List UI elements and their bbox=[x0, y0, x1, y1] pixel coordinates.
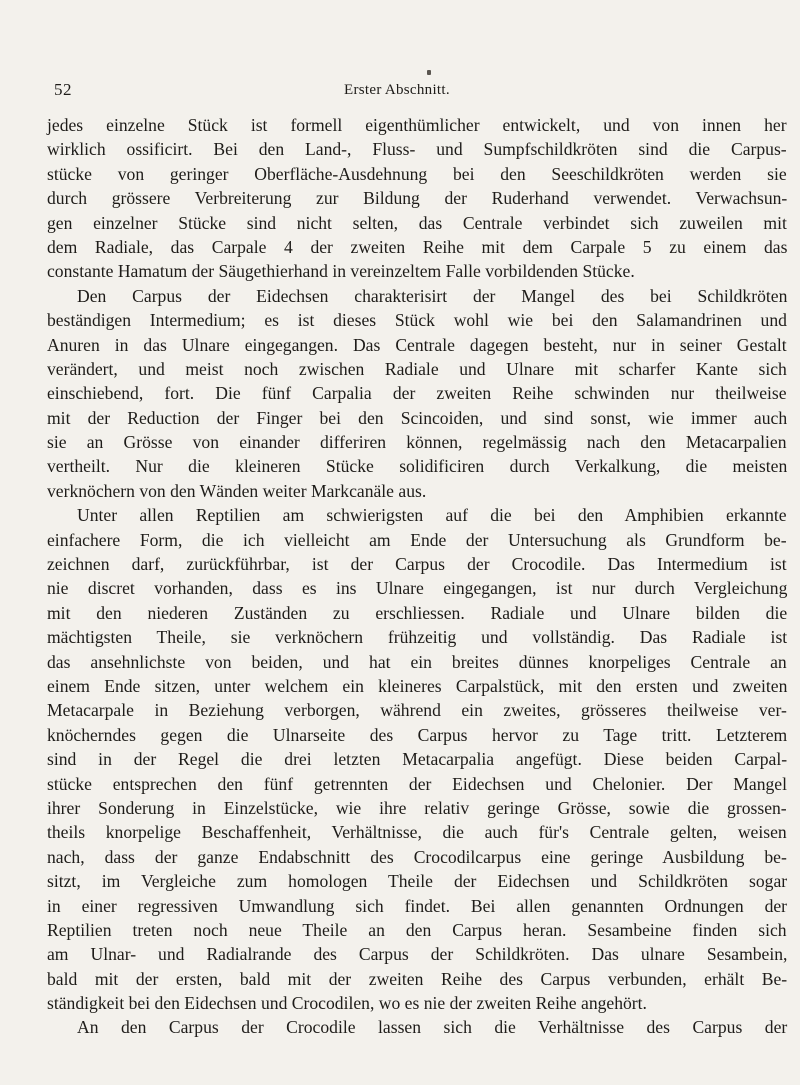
text-line: ihrer Sonderung in Einzelstücke, wie ihre relativ geringe Grösse, sowie die grossen- bbox=[47, 797, 787, 818]
text-line: Reptilien treten noch neue Theile an den Carpus heran. Sesambeine finden sich bbox=[47, 919, 787, 940]
text-line: in einer regressiven Umwandlung sich findet. Bei allen genannten Ordnungen der bbox=[47, 895, 788, 916]
text-line: zeichnen darf, zurückführbar, ist der Carpus der Crocodile. Das Intermedium ist bbox=[47, 554, 787, 575]
text-line: nie discret vorhanden, dass es ins Ulnare eingegangen, ist nur durch Vergleichung bbox=[47, 578, 788, 599]
text-line: An den Carpus der Crocodile lassen sich die Verhältnisse des Carpus der bbox=[77, 1017, 788, 1038]
text-line: constante Hamatum der Säugethierhand in vereinzeltem Falle vorbildenden Stücke. bbox=[47, 261, 635, 282]
text-line: durch grössere Verbreiterung zur Bildung der Ruderhand verwendet. Verwachsun- bbox=[47, 188, 788, 209]
text-line: sind in der Regel die drei letzten Metacarpalia angefügt. Diese beiden Carpal- bbox=[47, 749, 788, 770]
text-line: mächtigsten Theile, sie verknöchern frühzeitig und vollständig. Das Radiale ist bbox=[47, 627, 788, 648]
text-line: sie an Grösse von einander differiren können, regelmässig nach den Metacarpalien bbox=[47, 432, 787, 453]
text-line: dem Radiale, das Carpale 4 der zweiten Reihe mit dem Carpale 5 zu einem das bbox=[47, 236, 788, 257]
text-line: stücke von geringer Oberfläche-Ausdehnung bei den Seeschildkröten werden sie bbox=[47, 163, 787, 184]
text-line: gen einzelner Stücke sind nicht selten, das Centrale verbindet sich zuweilen mit bbox=[47, 212, 787, 233]
page-header bbox=[44, 80, 760, 108]
body-text bbox=[47, 113, 787, 1040]
print-mark bbox=[427, 70, 431, 75]
text-line: knöcherndes gegen die Ulnarseite des Carpus hervor zu Tage tritt. Letzterem bbox=[47, 724, 788, 745]
text-line: wirklich ossificirt. Bei den Land-, Fluss- und Sumpfschildkröten sind die Carpus- bbox=[47, 139, 787, 160]
text-line: verknöchern von den Wänden weiter Markcanäle aus. bbox=[47, 480, 427, 501]
text-line: verändert, und meist noch zwischen Radiale und Ulnare mit scharfer Kante sich bbox=[47, 358, 787, 379]
text-line: bald mit der ersten, bald mit der zweiten Reihe des Carpus verbunden, erhält Be- bbox=[47, 968, 788, 989]
text-line: vertheilt. Nur die kleineren Stücke solidificiren durch Verkalkung, die meisten bbox=[47, 456, 788, 477]
text-line: am Ulnar- und Radialrande des Carpus der Schildkröten. Das ulnare Sesambein, bbox=[47, 944, 788, 965]
text-line: das ansehnlichste von beiden, und hat ein breites dünnes knorpeliges Centrale an bbox=[47, 651, 787, 672]
text-line: nach, dass der ganze Endabschnitt des Crocodilcarpus eine geringe Ausbildung be- bbox=[47, 846, 787, 867]
text-line: Den Carpus der Eidechsen charakterisirt der Mangel des bei Schildkröten bbox=[77, 285, 788, 306]
text-line: beständigen Intermedium; es ist dieses Stück wohl wie bei den Salamandrinen und bbox=[47, 310, 787, 331]
text-line: einem Ende sitzen, unter welchem ein kleineres Carpalstück, mit den ersten und zweiten bbox=[47, 675, 788, 696]
text-line: Anuren in das Ulnare eingegangen. Das Centrale dagegen besteht, nur in seiner Gestalt bbox=[47, 334, 787, 355]
text-line: mit der Reduction der Finger bei den Scincoiden, und sind sonst, wie immer auch bbox=[47, 407, 788, 428]
text-line: Metacarpale in Beziehung verborgen, während ein zweites, grösseres theilweise ver- bbox=[47, 700, 787, 721]
page-number: 52 bbox=[54, 80, 72, 99]
text-line: theils knorpelige Beschaffenheit, Verhältnisse, die auch für's Centrale gelten, weisen bbox=[47, 822, 787, 843]
text-line: einfachere Form, die ich vielleicht am Ende der Untersuchung als Grundform be- bbox=[47, 529, 787, 550]
text-line: stücke entsprechen den fünf getrennten der Eidechsen und Chelonier. Der Mangel bbox=[47, 773, 787, 794]
text-line: ständigkeit bei den Eidechsen und Crocodilen, wo es nie der zweiten Reihe angehört. bbox=[47, 993, 647, 1014]
text-line: jedes einzelne Stück ist formell eigenthümlicher entwickelt, und von innen her bbox=[47, 115, 787, 135]
text-line: einschiebend, fort. Die fünf Carpalia der zweiten Reihe schwinden nur theilweise bbox=[47, 383, 787, 404]
running-head: Erster Abschnitt. bbox=[344, 82, 450, 98]
text-line: mit den niederen Zuständen zu erschliessen. Radiale und Ulnare bilden die bbox=[47, 602, 788, 623]
text-line: sitzt, im Vergleiche zum homologen Theile der Eidechsen und Schildkröten sogar bbox=[47, 871, 788, 892]
text-line: Unter allen Reptilien am schwierigsten auf die bei den Amphibien erkannte bbox=[77, 505, 787, 526]
